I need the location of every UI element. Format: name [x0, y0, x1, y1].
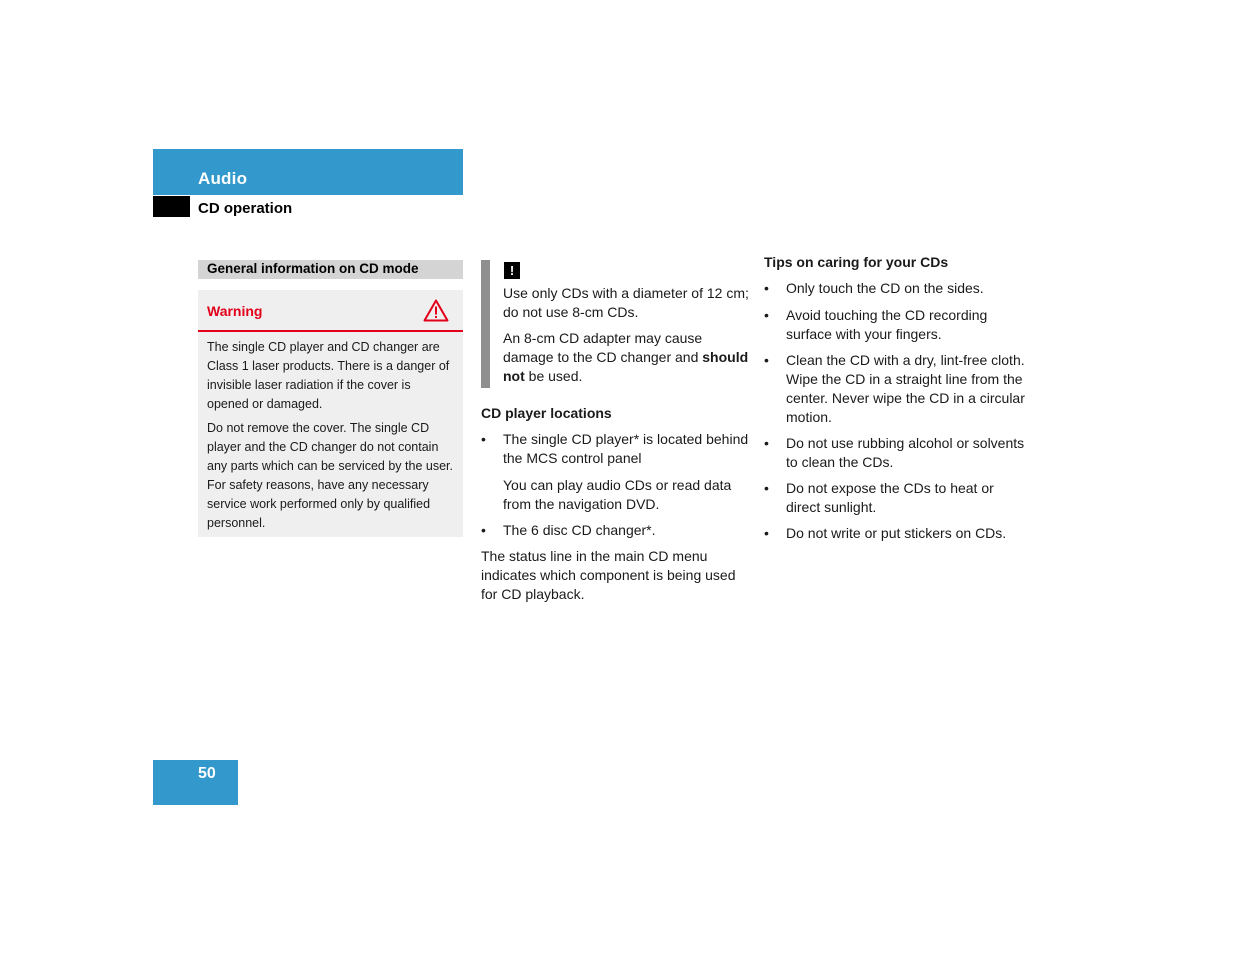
list-item [481, 430, 751, 468]
bullet-glyph: • [764, 280, 769, 296]
note-paragraph-adapter [503, 329, 753, 386]
bullet-glyph: • [764, 352, 769, 368]
bullet-glyph: • [764, 307, 769, 323]
list-item [481, 521, 751, 540]
list-item [764, 434, 1031, 472]
note-side-bar [481, 260, 490, 388]
list-subitem: You can play audio CDs or read data from the navigation DVD. [503, 477, 732, 512]
list-item [764, 306, 1031, 344]
list-item-text: Do not expose the CDs to heat or direct sunlight. [786, 480, 994, 515]
page-number: 50 [198, 765, 216, 782]
warning-paragraph: Do not remove the cover. The single CD player and the CD changer do not contain any parts which can be serviced by the user. For safety reasons, have any necessary service work performed only by qualified personnel. [207, 421, 453, 530]
list-item [764, 524, 1031, 543]
exclamation-icon: ! [504, 262, 520, 279]
list-item-text: Do not use rubbing alcohol or solvents to clean the CDs. [786, 435, 1025, 470]
warning-label: Warning [207, 303, 263, 319]
list-item-text: Avoid touching the CD recording surface with your fingers. [786, 307, 988, 342]
note-text: An 8-cm CD adapter may cause damage to the CD changer and [503, 330, 703, 365]
bullet-glyph: • [481, 522, 486, 538]
bullet-glyph: • [764, 525, 769, 541]
warning-paragraph: The single CD player and CD changer are Class 1 laser products. There is a danger of invisible laser radiation if the cover is opened or damaged. [207, 340, 450, 411]
section-title: CD operation [198, 200, 293, 217]
bullet-glyph: • [764, 480, 769, 496]
cd-care-heading: Tips on caring for your CDs [764, 254, 949, 270]
list-item-text: Only touch the CD on the sides. [786, 280, 984, 296]
warning-triangle-icon [423, 299, 449, 322]
warning-body [198, 332, 463, 533]
list-item-text: Do not write or put stickers on CDs. [786, 525, 1007, 541]
bullet-glyph: • [481, 431, 486, 447]
note-paragraph: Use only CDs with a diameter of 12 cm; do not use 8-cm CDs. [503, 285, 749, 320]
note-text: be used. [524, 368, 583, 384]
status-line-paragraph: The status line in the main CD menu indicates which component is being used for CD playback. [481, 548, 736, 602]
list-item-text: Clean the CD with a dry, lint-free cloth. Wipe the CD in a straight line from the center. Never wipe the CD in a circular motion. [786, 352, 1025, 425]
bullet-glyph: • [764, 435, 769, 451]
list-item [764, 479, 1031, 517]
note-emphasis: should not [503, 349, 749, 384]
warning-box [198, 290, 463, 537]
chapter-header-bar [153, 149, 463, 195]
list-item [764, 279, 1031, 298]
list-item-text: The single CD player* is located behind the MCS control panel [503, 431, 749, 466]
general-info-heading: General information on CD mode [198, 260, 463, 279]
page-number-box [153, 760, 238, 805]
list-item-text: The 6 disc CD changer*. [503, 522, 656, 538]
list-item [764, 351, 1031, 427]
chapter-title: Audio [198, 169, 248, 188]
cd-locations-heading: CD player locations [481, 405, 612, 421]
section-marker [153, 196, 190, 217]
warning-header [198, 290, 463, 332]
